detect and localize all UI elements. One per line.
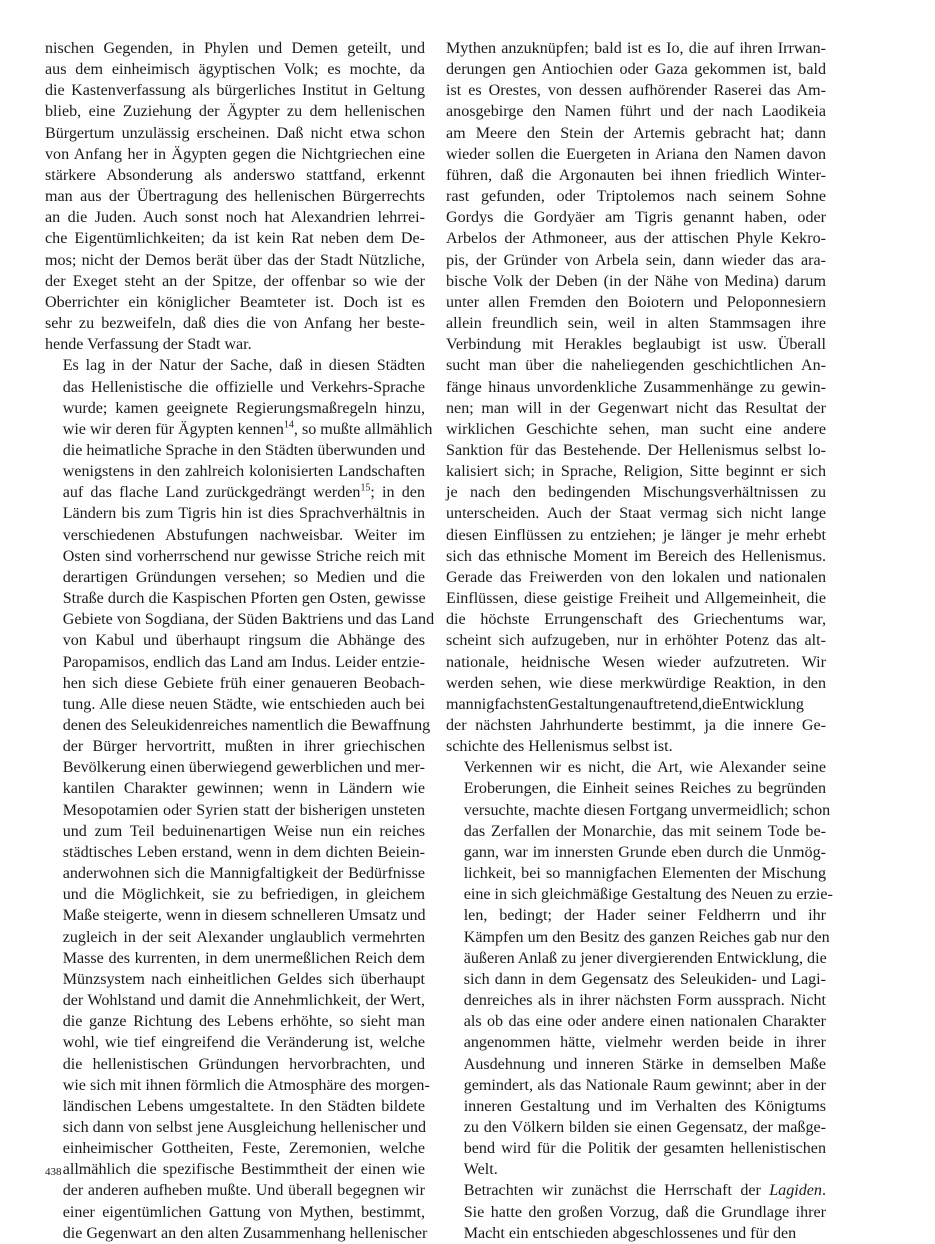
text-line: Kämpfen um den Besitz des ganzen Reiches gab nur den [463,928,830,946]
text-line: Bürgertum unzulässig erscheinen. Daß nicht etwa schon [45,124,425,142]
text-line: wenigstens in den zahlreich kolonisierten Landschaften [62,463,425,481]
text-line: allein freundlich sein, weil in alten Stammsagen ihre [446,315,826,333]
emphasized-text: Lagiden [769,1182,822,1200]
text-line: tung. Alle diese neuen Städte, wie entschieden auch bei [62,695,425,713]
text-line: mos; nicht der Demos berät über das der Stadt Nützliche, [45,251,425,269]
text-line: Sie hatte den großen Vorzug, daß die Grundlage ihrer [463,1203,826,1221]
text-line: inneren Gestaltung und im Verhalten des Königtums [463,1097,826,1115]
text-line: che Eigentümlichkeiten; da ist kein Rat neben dem De- [45,230,425,248]
text-segment: auf das flache Land zurückgedrängt werden [62,484,361,502]
text-line: die hellenistischen Gründungen hervorbrachten, und [62,1055,425,1073]
text-line: len, bedingt; der Hader seiner Feldherrn und ihr [463,907,826,925]
text-line: sich dann in dem Gegensatz des Seleukiden- und Lagi- [463,970,826,988]
text-line: man aus der Übertragung des hellenischen Bürgerrechts [45,188,425,206]
text-line: nischen Gegenden, in Phylen und Demen geteilt, und [45,40,425,57]
text-line: Gordys die Gordyäer am Tigris genannt haben, oder [446,209,826,227]
text-line: je nach den bedingenden Mischungsverhältnissen zu [446,484,826,502]
text-line: derartigen Gründungen versehen; so Medien und die [62,568,425,586]
text-line: scheint sich aufzugeben, nur in erhöhter Potenz das alt- [446,632,826,650]
text-line: das Zerfallen der Monarchie, das mit seinem Tode be- [463,822,826,840]
left-text-column [45,38,435,1244]
text-line: derungen gen Antiochien oder Gaza gekommen ist, bald [446,61,826,79]
text-line: Welt. [463,1161,498,1179]
text-line: kantilen Charakter gewinnen; wenn in Ländern wie [62,780,425,798]
text-line: sich das ethnische Moment im Bereich des Hellenismus. [446,547,826,565]
paragraph [446,757,833,1180]
text-line: Oberrichter ein königlicher Beamteter ist. Doch ist es [45,293,425,311]
text-line: wieder sollen die Euergeten in Ariana den Namen davon [446,145,826,163]
text-line: Gerade das Freiwerden von den lokalen und nationalen [446,568,826,586]
text-line [45,482,425,503]
text-line: Paropamisos, endlich das Land am Indus. Leider entzie- [62,653,425,671]
text-line: Münzsystem nach einheitlichen Geldes sich überhaupt [62,970,425,988]
page-number: 438 [45,1166,62,1178]
paragraph [45,38,425,355]
text-line: sich dann von selbst jene Ausgleichung hellenischer und [62,1118,427,1136]
text-line: Eroberungen, die Einheit seines Reiches zu begründen [463,780,826,798]
text-line: Verbindung mit Herakles beglaubigt ist usw. Überall [446,336,826,354]
text-line: einer eigentümlichen Gattung von Mythen, bestimmt, [62,1203,425,1221]
text-segment: . [821,1182,826,1200]
text-line: ist es Orestes, von dessen aufhörender Raserei das Am- [446,82,826,100]
text-line: zugleich in der seit Alexander unglaublich vermehrten [62,928,425,946]
text-line [45,419,433,440]
text-line: Ausdehnung und inneren Stärke in demselben Maße [463,1055,826,1073]
text-line: Osten sind vorherrschend nur gewisse Striche reich mit [62,547,425,565]
text-line: anderwohnen sich die Mannigfaltigkeit der Bedürfnisse [62,865,425,883]
text-line: blieb, eine Zuziehung der Ägypter zu dem hellenischen [45,103,425,121]
text-line: und zum Teil beduinenartigen Weise nun ein reiches [62,822,425,840]
text-line: der Wohlstand und damit die Annehmlichkeit, der Wert, [62,992,425,1010]
paragraph [446,1180,826,1243]
text-line: der nächsten Jahrhunderte bestimmt, ja die innere Ge- [446,717,826,734]
paragraph [446,38,826,757]
text-segment: wie wir deren für Ägypten kennen [62,420,284,438]
text-line: Gebiete von Sogdiana, der Süden Baktriens und das Land [62,611,435,629]
text-line: wurde; kamen geeignete Regierungsmaßregeln hinzu, [62,399,425,417]
text-line: bische Volk der Deben (in der Nähe von Medina) darum [446,272,826,290]
text-line: werden sehen, wie diese merkwürdige Reaktion, in den [446,674,826,692]
text-line: zu den Völkern bilden sie einen Gegensatz, der maßge- [463,1118,826,1136]
text-line: versuchte, machte diesen Fortgang unvermeidlich; schon [463,801,831,819]
right-text-column [446,38,833,1244]
text-line: nationale, heidnische Wesen wieder aufzutreten. Wir [446,653,826,671]
text-line: die Gegenwart an den alten Zusammenhang hellenischer [62,1224,428,1242]
text-line: Verkennen wir es nicht, die Art, wie Alexander seine [463,759,826,777]
text-line: diesen Einflüssen zu entziehen; je länger je mehr erhebt [446,526,826,544]
text-line: nen; man will in der Gegenwart nicht das Resultat der [446,399,826,417]
text-line: sehr zu bezweifeln, daß dies die von Anfang her beste- [45,315,425,333]
text-line: anosgebirge den Namen führt und der nach Laodikeia [446,103,826,121]
footnote-marker[interactable]: 14 [283,419,294,431]
text-line: Straße durch die Kaspischen Pforten gen Osten, gewisse [62,590,426,608]
text-line: sucht man über die naheliegenden geschichtlichen An- [446,357,826,375]
text-line: die Kastenverfassung als bürgerliches Institut in Geltung [45,82,425,100]
text-line: kalisiert sich; in Sprache, Religion, Sitte beginnt er sich [446,463,826,481]
text-line: die heimatliche Sprache in den Städten überwunden und [62,441,426,459]
text-line: wie sich mit ihnen förmlich die Atmosphäre des morgen- [62,1076,430,1094]
text-line: wohl, wie tief eingreifend die Veränderung ist, welche [62,1034,425,1052]
text-line: schichte des Hellenismus selbst ist. [446,738,673,756]
text-line: bend wird für die Politik der gesamten hellenistischen [463,1140,826,1158]
text-line: angenommen hätte, vielmehr werden beide in ihrer [463,1034,826,1052]
text-line: der Bürger hervortritt, mußten in ihrer griechischen [62,738,425,756]
text-line: die ganze Richtung des Lebens erhöhte, so sieht man [62,1013,425,1031]
text-line: allmählich die spezifische Bestimmtheit der einen wie [62,1161,425,1179]
text-line: Bevölkerung einen überwiegend gewerblichen und mer- [62,759,425,777]
text-line: hende Verfassung der Stadt war. [45,336,252,354]
text-line: Sanktion für das Bestehende. Der Hellenismus selbst lo- [446,441,826,459]
text-line: rast gefunden, oder Triptolemos nach seinem Sohne [446,188,826,206]
text-line: von Kabul und überhaupt ringsum die Abhänge des [62,632,425,650]
text-line: und die Möglichkeit, sie zu befriedigen, in gleichem [62,886,425,904]
text-line: einheimischer Gottheiten, Feste, Zeremonien, welche [62,1140,425,1158]
text-line: Mythen anzuknüpfen; bald ist es Io, die auf ihren Irrwan- [446,40,826,57]
text-line: Mesopotamien oder Syrien statt der bisherigen unsteten [62,801,425,819]
text-line: Es lag in der Natur der Sache, daß in diesen Städten [62,357,425,375]
text-segment: , so mußte allmählich [293,420,433,438]
text-segment: Betrachten wir zunächst die Herrschaft der [463,1182,770,1200]
text-line: unter allen Fremden den Boiotern und Peloponnesiern [446,293,826,311]
text-line: äußeren Anlaß zu jener divergierenden Entwicklung, die [463,949,827,967]
text-line: der Exeget steht an der Spitze, der offenbar so wie der [45,272,425,290]
text-line: denen des Seleukidenreiches namentlich die Bewaffnung [62,717,431,734]
text-line: aus dem einheimisch ägyptischen Volk; es mochte, da [45,61,425,79]
text-line: mannigfachstenGestaltungenauftretend,dieEntwicklung [446,695,804,713]
text-line: fänge hinaus unvordenkliche Zusammenhänge zu gewin- [446,378,826,396]
text-line: führen, daß die Argonauten bei ihnen friedlich Winter- [446,166,826,184]
text-line: Ländern bis zum Tigris hin ist dies Sprachverhältnis in [62,505,425,523]
text-line: gemindert, als das Nationale Raum gewinnt; aber in der [463,1076,826,1094]
text-line: ländischen Lebens umgestaltete. In den Städten bildete [62,1097,425,1115]
text-line: stärkere Absonderung als anderswo stattfand, erkennt [45,166,425,184]
text-line: lichkeit, bei so mannigfachen Elementen der Mischung [463,865,826,883]
text-line: verschiedenen Abstufungen nachweisbar. Weiter im [62,526,425,544]
text-line: der anderen aufheben mußte. Und überall begegnen wir [62,1182,425,1200]
text-line: als ob das eine oder andere einen nationalen Charakter [463,1013,826,1031]
text-line: das Hellenistische die offizielle und Verkehrs-Sprache [62,378,425,396]
text-line: an die Juden. Auch sonst noch hat Alexandrien lehrrei- [45,209,425,227]
text-line: städtisches Leben erstand, wenn in dem dichten Beiein- [62,843,425,861]
text-line: hen sich diese Gebiete früh einer genaueren Beobach- [62,674,425,692]
text-line: die höchste Errungenschaft des Griechentums war, [446,611,826,629]
text-line: gann, war im innersten Grunde eben durch die Unmög- [463,843,826,861]
text-line: Einflüssen, diese geistige Freiheit und Allgemeinheit, die [446,590,826,608]
text-line: am Meere den Stein der Artemis gebracht hat; dann [446,124,826,142]
text-line: von Anfang her in Ägypten gegen die Nichtgriechen eine [45,145,425,163]
text-line: wirklichen Geschichte sehen, man sucht eine andere [446,420,826,438]
footnote-marker[interactable]: 15 [360,482,371,494]
text-line: Macht ein entschieden abgeschlossenes und für den [463,1224,797,1242]
paragraph [45,355,435,1244]
text-line: Maße steigerte, wenn in diesem schnelleren Umsatz und [62,907,426,925]
text-line: denreiches als in ihrer nächsten Form aussprach. Nicht [463,992,826,1010]
text-line [446,1180,826,1201]
text-line: eine in sich gleichmäßige Gestaltung des Neuen zu erzie- [463,886,833,904]
text-line: Arbelos der Athmoneer, aus der attischen Phyle Kekro- [446,230,826,248]
text-line: unterscheiden. Auch der Staat vermag sich nicht lange [446,505,826,523]
text-segment: ; in den [370,484,425,502]
text-line: pis, der Gründer von Arbela sein, dann wieder das ara- [446,251,826,269]
text-line: Masse des kurrenten, in dem unermeßlichen Reich dem [62,949,425,967]
